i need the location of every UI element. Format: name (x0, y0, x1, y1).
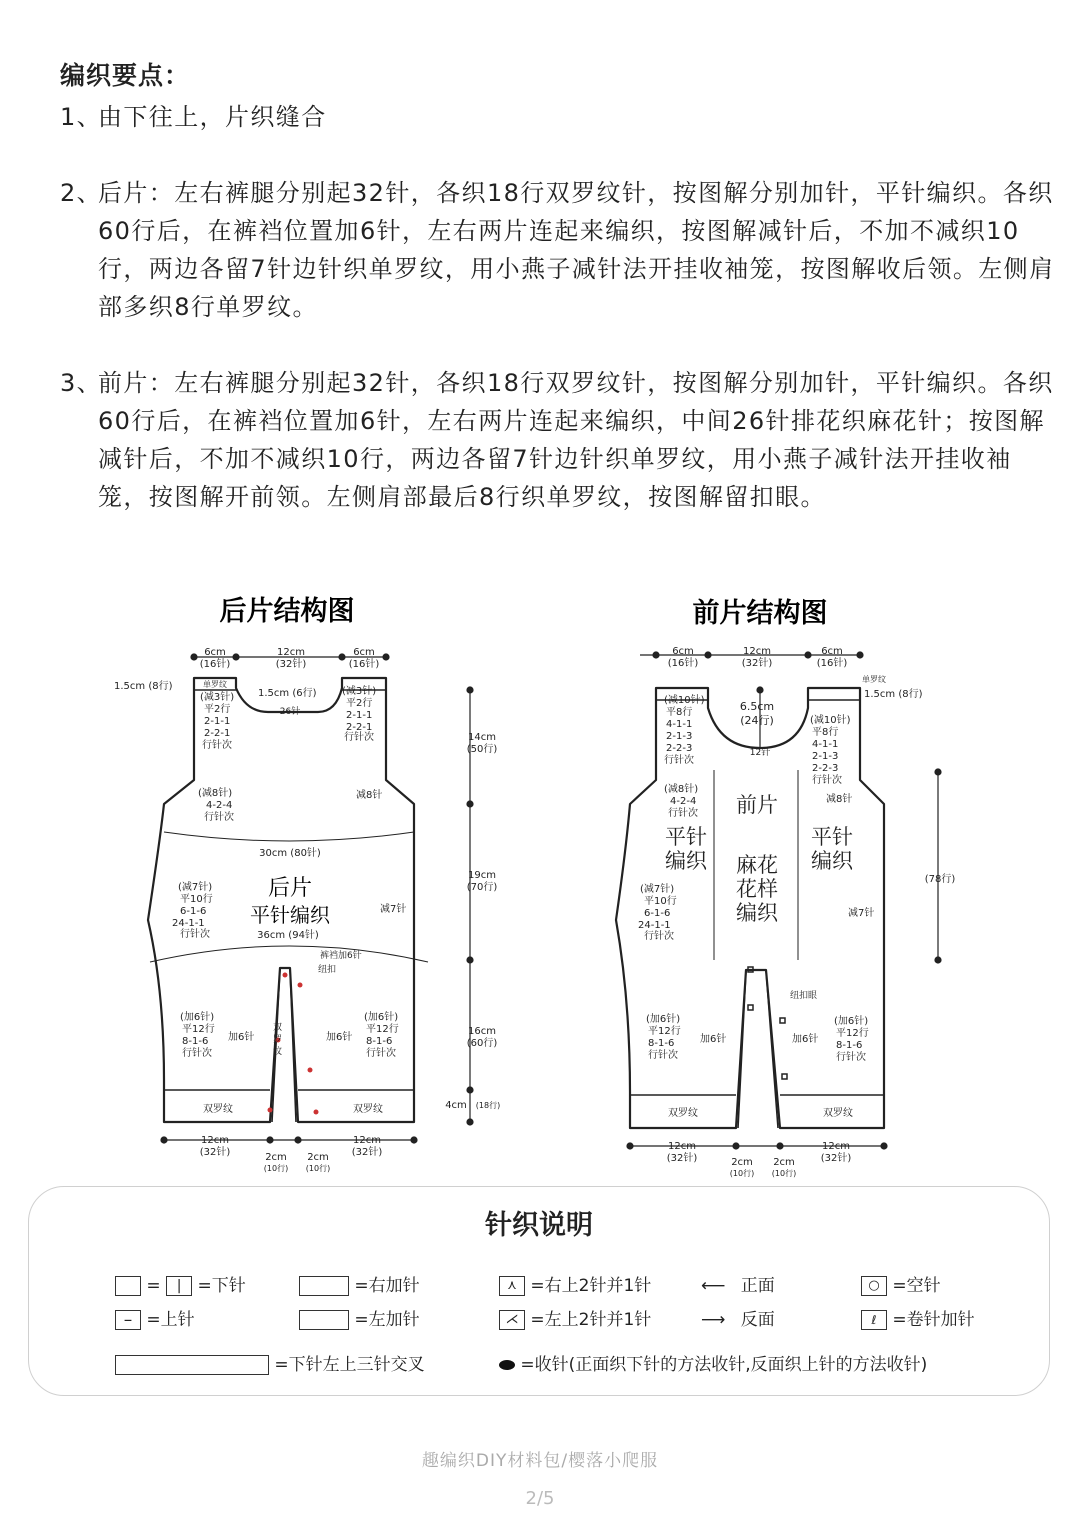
left-increase-icon (299, 1310, 349, 1330)
back-button: 纽扣 (318, 965, 337, 975)
back-top-dim: (32针) (275, 659, 307, 670)
legend-right-k2tog: ⋏ =右上2针并1针 (499, 1271, 651, 1296)
back-rib-left: 双罗纹 (203, 1104, 233, 1115)
front-side-dec: (减7针) (640, 884, 675, 895)
legend-panel (28, 1186, 1050, 1396)
back-leg-inc: 平12行 (182, 1024, 215, 1035)
back-right-dec: 行针次 (344, 732, 374, 743)
back-right-dim: 14cm (468, 732, 496, 743)
front-bottom-dim: 12cm (668, 1141, 696, 1152)
back-inc-left: 加6针 (228, 1032, 255, 1043)
back-left-dec: 2-2-1 (204, 728, 231, 739)
front-left-dec: 平8行 (666, 707, 693, 718)
purl-icon: – (115, 1310, 141, 1330)
front-side-dec: 平10行 (644, 896, 677, 907)
legend-left-increase: =左加针 (299, 1305, 420, 1330)
point-number: 1、 (60, 103, 103, 131)
point-text: 后片：左右裤腿分别起32针，各织18行双罗纹针，按图解分别加针，平针编织。各织60行后，在裤裆位置加6针，左右两片连起来编织，按图解减针后，不加不减织10行，两边各留7针边针织单罗纹，用小燕子减针法开挂收袖笼，按图解收后领。左侧肩部多织8行单罗纹。 (98, 179, 1055, 321)
front-center: 花样 (736, 877, 778, 901)
front-side-dec: 6-1-6 (644, 908, 671, 919)
back-side-dec: 24-1-1 (172, 918, 205, 929)
front-side-dec: 24-1-1 (638, 920, 671, 931)
legend-cast-on: ℓ =卷针加针 (861, 1305, 975, 1330)
right-decrease-icon: ⋏ (499, 1276, 525, 1296)
front-left-dec: (减10针) (664, 695, 705, 706)
back-title: 后片结构图 (219, 596, 355, 627)
back-side-dec: 6-1-6 (180, 906, 207, 917)
legend-right-side: ⟵ 正面 (701, 1276, 775, 1296)
left-decrease-icon: ⋌ (499, 1310, 525, 1330)
back-neck-st: 26针 (279, 707, 301, 717)
back-bottom-dim: (10行) (305, 1164, 331, 1173)
front-leg-inc-r: 平12行 (836, 1028, 869, 1039)
back-name: 平针编织 (250, 903, 330, 927)
front-strap-dim: 1.5cm (8行) (864, 689, 923, 700)
knit-icon: | (166, 1276, 192, 1296)
back-left-dec: (减3针) (200, 692, 235, 703)
back-bottom-dim: 2cm (265, 1152, 287, 1163)
front-leg-inc: (加6针) (646, 1014, 681, 1025)
point-number: 3、 (60, 369, 103, 397)
back-leg-inc-r: 行针次 (366, 1048, 396, 1059)
front-leg-inc: 平12行 (648, 1026, 681, 1037)
back-side-dec-right: 减7针 (380, 904, 407, 915)
back-right-dim: (70行) (466, 882, 498, 893)
front-center: 前片 (736, 793, 778, 817)
front-left-dec: 2-1-3 (666, 731, 693, 742)
back-arm-dec: 4-2-4 (206, 800, 233, 811)
front-right-dec: 4-1-1 (812, 739, 839, 750)
front-leg-inc: 行针次 (648, 1050, 678, 1061)
footer-brand: 趣编织DIY材料包/樱落小爬服 (421, 1451, 659, 1471)
legend-knit: = | =下针 (115, 1271, 246, 1296)
front-top-dim: (32针) (741, 658, 773, 669)
front-neck-dim: (24行) (740, 714, 774, 727)
cable-cross-icon (115, 1355, 269, 1375)
back-right-dec: 平2行 (346, 698, 373, 709)
front-arm-dec-right: 减8针 (826, 794, 853, 805)
front-bottom-dim: 12cm (822, 1141, 850, 1152)
back-hip: 36cm (94针) (257, 930, 319, 941)
front-right-dec: 行针次 (812, 775, 842, 786)
front-right-dec: 平8行 (812, 727, 839, 738)
front-title: 前片结构图 (692, 598, 828, 629)
back-top-dim: (16针) (348, 659, 380, 670)
front-rib-right: 双罗纹 (823, 1108, 853, 1119)
back-right-dec: 2-1-1 (346, 710, 373, 721)
legend-right-increase: =右加针 (299, 1271, 420, 1296)
front-side-dec-right: 减7针 (848, 908, 875, 919)
front-leg-inc-r: 8-1-6 (836, 1040, 863, 1051)
front-arm-dec: 4-2-4 (670, 796, 697, 807)
back-leg-inc-r: 平12行 (366, 1024, 399, 1035)
back-rib-v: 双 (273, 1023, 283, 1033)
front-bottom-dim: (10行) (771, 1169, 797, 1178)
back-inc-right: 加6针 (326, 1032, 353, 1043)
front-left-dec: 2-2-3 (666, 743, 693, 754)
back-name: 后片 (267, 876, 313, 901)
back-strap: 单罗纹 (203, 680, 227, 689)
point-text: 前片：左右裤腿分别起32针，各织18行双罗纹针，按图解分别加针，平针编织。各织60行后，在裤裆位置加6针，左右两片连起来编织，中间26针排花织麻花针；按图解减针后，不加不减织10行，两边各留7针边针织单罗纹，用小燕子减针法开挂收袖笼，按图解开前领。左侧肩部最后8行织单罗纹，按图解留扣眼。 (98, 369, 1054, 511)
front-top-dim: 6cm (672, 646, 694, 657)
front-center: 麻花 (736, 853, 778, 877)
front-top-dim: (16针) (667, 658, 699, 669)
front-side-text-r: 平针 (811, 825, 853, 849)
back-neck-dim: 1.5cm (6行) (258, 688, 317, 699)
legend-wrong-side: ⟶ 反面 (701, 1310, 775, 1330)
back-top-dim: 6cm (353, 647, 375, 658)
legend-cable: =下针左上三针交叉 (115, 1350, 425, 1375)
front-side-text-l: 编织 (665, 849, 707, 873)
front-leg-inc: 8-1-6 (648, 1038, 675, 1049)
back-leg-inc: 行针次 (182, 1048, 212, 1059)
front-right-dec: (减10针) (810, 715, 851, 726)
front-top-dim: 12cm (743, 646, 771, 657)
back-top-dim: 12cm (277, 647, 305, 658)
back-side-dec: 行针次 (180, 929, 210, 940)
back-top-dim: 6cm (204, 647, 226, 658)
point-text: 由下往上，片织缝合 (98, 103, 327, 131)
back-arm-dec-right: 减8针 (356, 790, 383, 801)
back-right-dim: 19cm (468, 870, 496, 881)
front-inc-left: 加6针 (700, 1034, 727, 1045)
back-left-dec: 2-1-1 (204, 716, 231, 727)
front-side-text-l: 平针 (665, 825, 707, 849)
front-buttonhole: 纽扣眼 (790, 991, 818, 1001)
front-bottom-dim: 2cm (731, 1157, 753, 1168)
back-leg-inc: 8-1-6 (182, 1036, 209, 1047)
right-increase-icon (299, 1276, 349, 1296)
loop-icon: ℓ (861, 1310, 887, 1330)
front-left-dec: 4-1-1 (666, 719, 693, 730)
front-right-dim: (78行) (924, 874, 956, 885)
front-right-dec: 2-2-3 (812, 763, 839, 774)
front-bottom-dim: (32针) (820, 1153, 852, 1164)
front-left-dec: 行针次 (664, 755, 694, 766)
legend-title: 针织说明 (485, 1210, 593, 1241)
back-right-dec: (减3针) (342, 686, 377, 697)
back-strap-dim: 1.5cm (8行) (114, 681, 173, 692)
front-right-dec: 2-1-3 (812, 751, 839, 762)
front-arm-dec: 行针次 (668, 808, 698, 819)
blank-square-icon (115, 1276, 141, 1296)
arrow-left-icon: ⟵ (701, 1276, 726, 1296)
arrow-right-icon: ⟶ (701, 1310, 726, 1330)
front-leg-inc-r: (加6针) (834, 1016, 869, 1027)
front-strap: 单罗纹 (862, 675, 886, 684)
front-center: 编织 (736, 901, 778, 925)
legend-bind-off: =收针(正面织下针的方法收针,反面织上针的方法收针) (499, 1350, 927, 1375)
back-top-dim: (16针) (199, 659, 231, 670)
back-arm-dec: (减8针) (198, 788, 233, 799)
back-rib-v: 纹 (273, 1047, 283, 1057)
front-side-dec: 行针次 (644, 931, 674, 942)
front-top-dim: (16针) (816, 658, 848, 669)
back-bottom-dim: 12cm (201, 1135, 229, 1146)
front-bottom-dim: (10行) (729, 1169, 755, 1178)
back-leg-inc-r: (加6针) (364, 1012, 399, 1023)
back-bottom-dim: (32针) (199, 1147, 231, 1158)
point-number: 2、 (60, 179, 103, 207)
back-leg-inc-r: 8-1-6 (366, 1036, 393, 1047)
back-right-dec: 2-2-1 (346, 722, 373, 733)
back-rib-right: 双罗纹 (353, 1104, 383, 1115)
bind-off-icon (499, 1360, 515, 1370)
front-rib-left: 双罗纹 (668, 1108, 698, 1119)
back-right-dim: 4cm (445, 1100, 467, 1111)
back-right-dim: (50行) (466, 744, 498, 755)
back-bottom-dim: 2cm (307, 1152, 329, 1163)
back-right-dim: 16cm (468, 1026, 496, 1037)
legend-yarn-over: ○ =空针 (861, 1271, 941, 1296)
front-arm-dec: (减8针) (664, 784, 699, 795)
back-leg-inc: (加6针) (180, 1012, 215, 1023)
back-side-dec: 平10行 (180, 894, 213, 905)
front-neck-dim: 6.5cm (739, 700, 775, 713)
front-bottom-dim: (32针) (666, 1153, 698, 1164)
front-neck-st: 12针 (749, 748, 771, 758)
back-bottom-dim: 12cm (353, 1135, 381, 1146)
back-side-dec: (减7针) (178, 882, 213, 893)
back-bottom-dim: (10行) (263, 1164, 289, 1173)
back-rib-v: 罗 (273, 1035, 283, 1045)
front-bottom-dim: 2cm (773, 1157, 795, 1168)
back-left-dec: 行针次 (202, 740, 232, 751)
back-right-dim: (60行) (466, 1038, 498, 1049)
back-crotch: 裤裆加6针 (320, 951, 362, 961)
yarn-over-icon: ○ (861, 1276, 887, 1296)
front-leg-inc-r: 行针次 (836, 1052, 866, 1063)
front-inc-right: 加6针 (792, 1034, 819, 1045)
back-chest: 30cm (80针) (259, 848, 321, 859)
back-bottom-dim: (32针) (351, 1147, 383, 1158)
section-heading: 编织要点： (60, 61, 191, 90)
back-arm-dec: 行针次 (204, 812, 234, 823)
back-left-dec: 平2行 (204, 704, 231, 715)
front-top-dim: 6cm (821, 646, 843, 657)
legend-purl: – =上针 (115, 1305, 195, 1330)
back-right-dim: (18行) (475, 1101, 501, 1110)
front-side-text-r: 编织 (811, 849, 853, 873)
page-number: 2/5 (525, 1488, 555, 1509)
legend-left-k2tog: ⋌ =左上2针并1针 (499, 1305, 651, 1330)
